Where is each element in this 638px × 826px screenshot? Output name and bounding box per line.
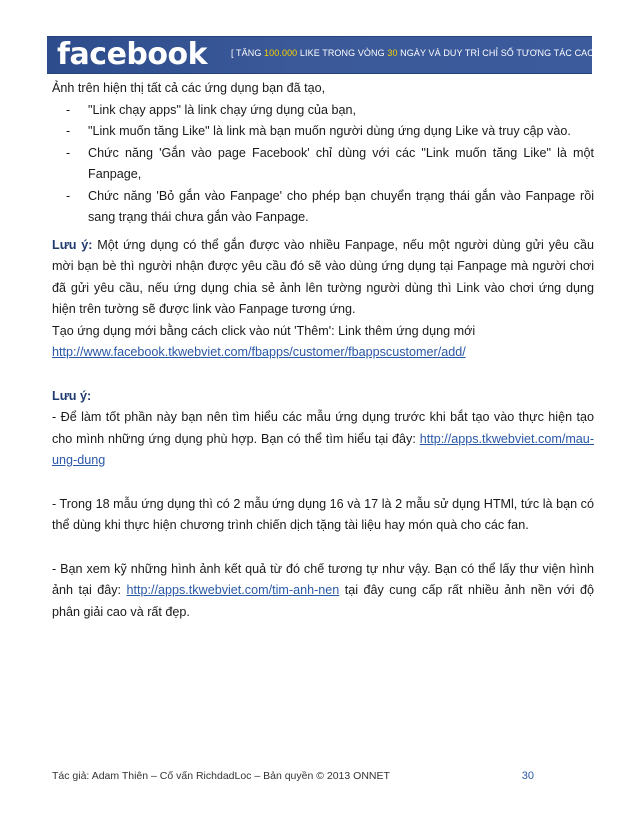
dash-bullet: - [66, 102, 71, 117]
tagline-part-1: [ TĂNG [231, 48, 265, 58]
facebook-logo: facebook [57, 37, 208, 72]
page-footer [52, 770, 592, 782]
note-2-paragraph-2: - Trong 18 mẫu ứng dụng thì có 2 mẫu ứng dụng 16 và 17 là 2 mẫu sử dụng HTMl, tức là bạn có thể dùng khi thực hiện chương trình chiến dịch tặng tài liệu hay món quà cho các fan. [52, 496, 594, 532]
intro-text: Ảnh trên hiện thị tất cả các ứng dụng bạn đã tạo, [52, 81, 326, 95]
tagline-part-2: LIKE TRONG VÒNG [297, 48, 388, 58]
note-2-paragraph-1 [52, 407, 594, 472]
create-app-text: Tạo ứng dụng mới bằng cách click vào nút 'Thêm': Link thêm ứng dụng mới [52, 323, 476, 338]
add-app-link[interactable]: http://www.facebook.tkwebviet.com/fbapps/customer/fbappscustomer/add/ [52, 345, 466, 359]
note-1-label: Lưu ý: [52, 237, 93, 252]
facebook-banner [47, 36, 600, 74]
note-1-text: Một ứng dụng có thể gắn được vào nhiều Fanpage, nếu một người dùng gửi yêu cầu mời bạn bè thì người nhận được yêu cầu đó sẽ vào dùng ứng dụng tại Fanpage mà người chơi đã gửi yêu cầu, nếu ứng dụng chia sẻ ảnh lên tường người dùng thì Link vào chơi ứng dụng hiện trên tường sẽ được link vào Fanpage tương ứng. [52, 237, 594, 316]
note-2-p1-text: - Để làm tốt phần này bạn nên tìm hiểu các mẫu ứng dụng trước khi bắt tạo vào thực hiện tạo cho mình những ứng dụng phù hợp. Bạn có thể tìm hiểu tại đây: [52, 410, 594, 446]
background-images-link[interactable]: http://apps.tkwebviet.com/tim-anh-nen [126, 583, 340, 597]
list-item-text: "Link muốn tăng Like" là link mà bạn muốn người dùng ứng dụng Like và truy cập vào. [88, 124, 571, 138]
dash-bullet: - [66, 124, 71, 138]
note-2-paragraph-3 [52, 559, 594, 624]
list-item [52, 143, 594, 186]
list-item-text: Chức năng 'Gắn vào page Facebook' chỉ dùng với các "Link muốn tăng Like" là một Fanpage, [88, 145, 594, 181]
list-item-text: "Link chạy apps" là link chạy ứng dụng của bạn, [88, 102, 357, 117]
note-2-p3-after: tại đây cung cấp rất nhiều ảnh nền với độ phân giải cao và rất đẹp. [52, 583, 594, 619]
app-templates-link[interactable]: http://apps.tkwebviet.com/mau-ung-dung [52, 431, 595, 467]
dash-bullet: - [66, 188, 71, 203]
tagline-highlight-days: 30 [387, 48, 398, 58]
page-content [52, 78, 594, 623]
list-item [52, 100, 594, 122]
banner-tagline [231, 48, 600, 58]
note-2-p3-before: - Bạn xem kỹ những hình ảnh kết quả từ đó chế tương tự như vậy. Bạn có thể lấy thư viện hình ảnh tại đây: [52, 561, 594, 597]
list-item [52, 186, 594, 229]
tagline-part-3: NGÀY VÀ DUY TRÌ CHỈ SỐ TƯƠNG TÁC CAO ] [397, 48, 600, 58]
note-2-label: Lưu ý: [52, 388, 92, 403]
footer-credit: Tác giả: Adam Thiên – Cố vấn RichdadLoc – Bản quyền © 2013 ONNET [52, 770, 390, 782]
dash-bullet: - [66, 145, 71, 160]
feature-list [52, 100, 594, 229]
list-item [52, 121, 594, 143]
page-number: 30 [521, 770, 534, 782]
tagline-highlight-likes: 100.000 [264, 48, 298, 58]
note-1-paragraph [52, 235, 594, 321]
list-item-text: Chức năng 'Bỏ gắn vào Fanpage' cho phép bạn chuyển trạng thái gắn vào Fanpage rồi sang trạng thái chưa gắn vào Fanpage. [88, 188, 594, 224]
